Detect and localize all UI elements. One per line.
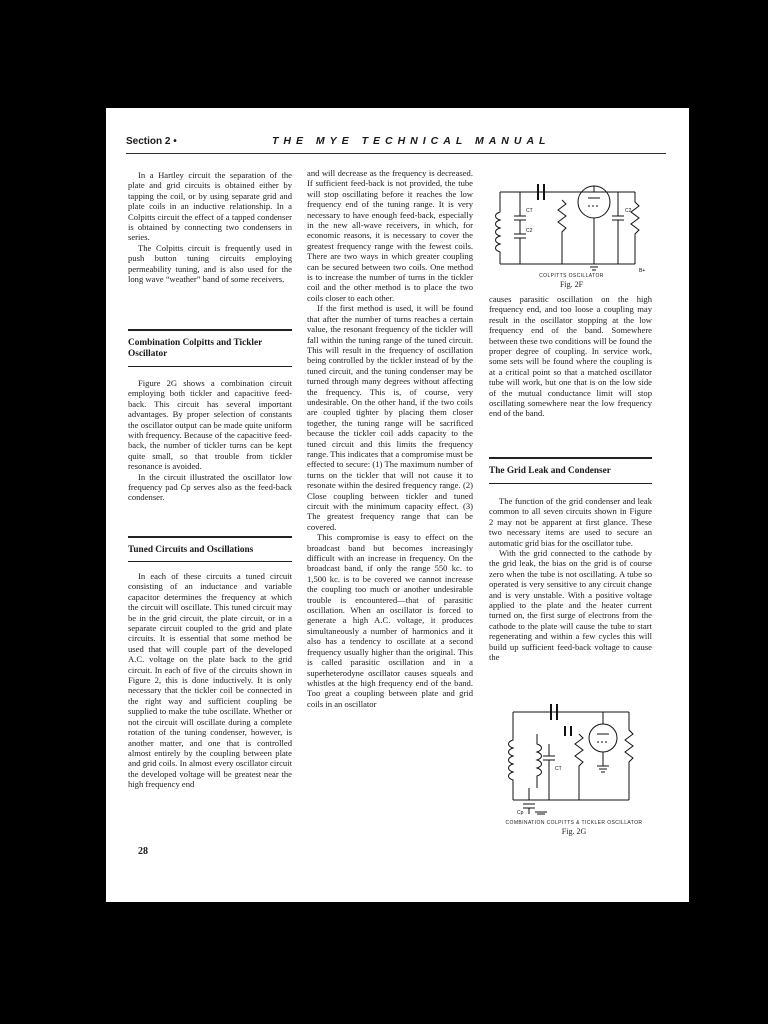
paragraph: In the circuit illustrated the oscillator low frequency pad Cp serves also as the feed-back condenser. [128, 471, 292, 503]
heading-rule [489, 457, 652, 459]
ct-label: CT [555, 766, 562, 772]
column-2 [307, 168, 473, 709]
column-3-body [489, 496, 652, 663]
paragraph: With the grid connected to the cathode by the grid leak, the bias on the grid is of course zero when the tube is not oscillating. A tube so operated is very sensitive to any circuit change and is very unstable. With a positive voltage applied to the plate and the heater current turned on, the first surge of electrons from the cathode to the plate will cause the tube to start regenerating and within a few cycles this will build up sufficient feed-back voltage to cause the [489, 548, 652, 663]
paragraph: The function of the grid condenser and leak common to all seven circuits shown in Figure 2 may not be apparent at first glance. These two necessary items are used to secure an automatic grid bias for the oscillator tube. [489, 496, 652, 548]
figure-2g-combination-schematic [499, 704, 649, 816]
heading-rule [128, 536, 292, 538]
figure-2g-caption: COMBINATION COLPITTS & TICKLER OSCILLATOR [505, 820, 643, 826]
heading-tuned-circuits: Tuned Circuits and Oscillations [128, 545, 254, 555]
figure-2g-label: Fig. 2G [561, 827, 587, 836]
paragraph: Figure 2G shows a combination circuit employing both tickler and capacitive feed-back. This circuit has several important advantages. By proper selection of constants the oscillator output can be made quite uniform with frequency. Because of the capacitive feed-back, the number of tickler turns can be kept quite small, so that trouble from tickler resonance is avoided. [128, 378, 292, 472]
header-rule [126, 153, 666, 154]
paragraph: In a Hartley circuit the separation of the plate and grid circuits is obtained either by tapping the coil, or by using separate grid and plate coils in an inductive relationship. In a Colpitts circuit the effect of a tapped condenser is obtained by connecting two condensers in series. [128, 170, 292, 243]
column-1-section-1 [128, 378, 292, 503]
c2-label: C2 [526, 228, 533, 234]
paragraph: This compromise is easy to effect on the broadcast band but becomes increasingly difficult with an increase in frequency. On the broadcast band, if only the range 550 kc. to 1,500 kc. is to be covered we cannot increase the coupling too much or another undesirable trouble is encountered—that of parasitic oscillation. When an oscillator is forced to generate a high A.C. voltage, it produces simultaneously a number of harmonics and it also has a tendency to oscillate at a second frequency usually higher than the original. This is called parasitic oscillation and in a superheterodyne oscillator causes squeals and whistles at the high frequency end of the band. Too great a coupling between plate and grid coils in an oscillator [307, 532, 473, 709]
column-1-section-2 [128, 571, 292, 790]
paragraph: and will decrease as the frequency is decreased. If sufficient feed-back is not provided, the tube will stop oscillating before it reaches the low frequency end of the tuning range. It is very necessary to have enough feed-back, especially in the new all-wave receivers, in which, for economic reasons, it is necessary to cover the greatest frequency range with the fewest coils. There are two ways in which greater coupling can be secured between two coils. One method is to increase the number of turns in the tickler coil and the other method is to place the two coils closer to each other. [307, 168, 473, 303]
c2-label-right: C2 [625, 208, 632, 214]
paragraph: In each of these circuits a tuned circuit consisting of an inductance and variable capacitor determines the frequency at which the circuit will oscillate. This tuned circuit may be in the grid circuit, the plate circuit, or in a separate circuit coupled to the grid and plate circuits. It is essential that some method be used that will couple part of the developed A.C. voltage on the plate back to the grid circuit. In each of five of the circuits shown in Figure 2, this is done inductively. It is only necessary that the tickler coil be connected in the right way and sufficient coupling be supplied to make the tube oscillate. Whether or not the circuit will oscillate during a complete rotation of the tuning condenser, however, is another matter, and one that is controlled almost entirely by the coupling between plate and grid coils. In almost every oscillator circuit the developed voltage will be greatest near the high frequency end [128, 571, 292, 790]
heading-combination-colpitts: Combination Colpitts and Tickler Oscillator [128, 338, 263, 359]
paragraph: causes parasitic oscillation on the high frequency end, and too loose a coupling may result in the oscillator stopping at the low frequency end of the band. Somewhere between these two conditions will be found the proper degree of coupling. In service work, some sets will be found where the coupling is at a critical point so that a matched oscillator tube will work, but one that is on the low side of the mutual conductance limit will stop oscillating somewhere near the low frequency end of the band. [489, 294, 652, 419]
figure-2f-caption: COLPITTS OSCILLATOR [539, 273, 604, 279]
page-number: 28 [138, 846, 148, 857]
heading-grid-leak: The Grid Leak and Condenser [489, 466, 611, 476]
running-header [126, 136, 666, 150]
column-3-top [489, 294, 652, 419]
ct-label: CT [526, 208, 533, 214]
heading-rule [128, 561, 292, 562]
b-plus-label: B+ [639, 268, 646, 274]
heading-rule [128, 366, 292, 367]
manual-page [106, 108, 689, 902]
cp-label: Cp [517, 810, 524, 816]
manual-title: THE MYE TECHNICAL MANUAL [272, 135, 551, 147]
figure-2f-label: Fig. 2F [559, 280, 584, 289]
figure-2f-colpitts-schematic [490, 172, 653, 276]
heading-rule [128, 329, 292, 331]
column-1-intro [128, 170, 292, 284]
paragraph: The Colpitts circuit is frequently used in push button tuning circuits employing permeability tuning, and is also used for the long wave “weather” band of some receivers. [128, 242, 292, 285]
heading-rule [489, 483, 652, 484]
paragraph: If the first method is used, it will be found that after the number of turns reaches a certain value, the resonant frequency of the tickler will fall within the tuning range of the tuned circuit. This will result in the frequency of oscillation being controlled by the tickler instead of by the tuned circuit, and the tuning condenser may be turned through many degrees without affecting the frequency. This is, of course, very undesirable. On the other hand, if the two coils are coupled tighter by placing them closer together, the tuning range will be sacrificed because the tickler coil adds capacity to the tuned circuit and this limits the frequency range. This indicates that a compromise must be effected to secure: (1) The maximum number of turns on the tickler that will not cause it to resonate within the desired frequency range. (2) Close coupling between tickler and tuned circuit with the minimum capacity effect. (3) The greatest frequency range that can be covered. [307, 303, 473, 532]
section-label: Section 2 • [126, 136, 177, 147]
